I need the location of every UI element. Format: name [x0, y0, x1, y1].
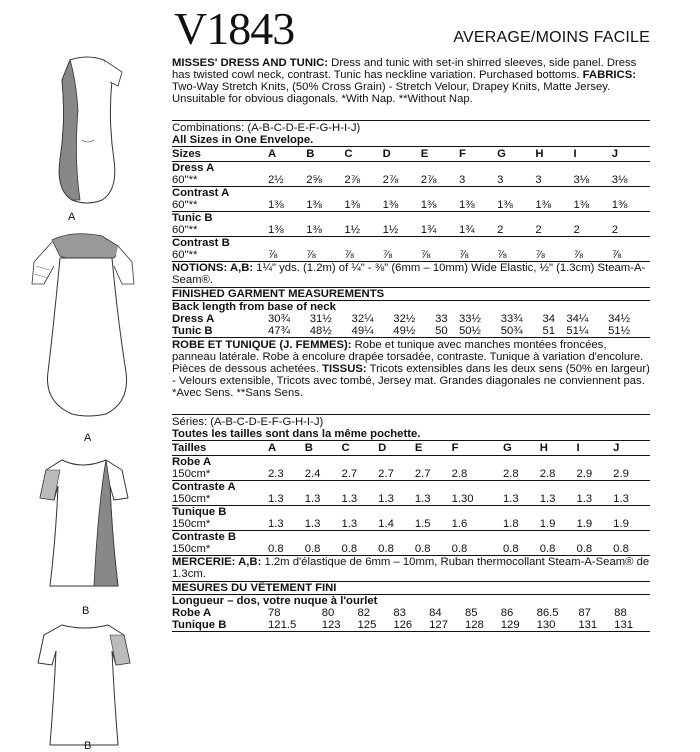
- sketch-label-1: A: [68, 211, 76, 223]
- english-yardage-group-row: [172, 237, 650, 250]
- french-yardage-value: 1.5: [415, 518, 452, 531]
- french-measurement-value: 85: [464, 607, 478, 619]
- english-yardage-value: ⅞: [612, 249, 650, 262]
- english-measurement-value: 51: [542, 325, 556, 337]
- english-yardage-header-cell: J: [612, 147, 650, 162]
- french-measurement-value: 127: [429, 619, 448, 631]
- english-yardage-group-row: [172, 162, 650, 175]
- french-yardage-group-name: Tunique B: [172, 506, 227, 518]
- french-yardage-value: 0.8: [503, 543, 540, 556]
- english-yardage-value: 3: [497, 174, 535, 187]
- french-yardage-value-row: [172, 493, 650, 506]
- english-measurement-value: 50½: [458, 325, 481, 337]
- english-yardage-value: 2: [497, 224, 535, 237]
- english-measurement-name: Dress A: [172, 313, 215, 325]
- french-fabrics-text: Tricots extensibles dans les deux sens (50% en largeur) - Velours extensible, Tricots avec tombé, Jersey mat. Grandes diagonales ne conviennent pas. *Avec Sens. **Sans Sens.: [172, 363, 650, 399]
- french-measurement-value: 88: [614, 607, 627, 619]
- difficulty-label: AVERAGE/MOINS FACILE: [453, 29, 650, 46]
- english-notions-text: 1¼" yds. (1.2m) of ¼" - ⅜" (6mm – 10mm) Wide Elastic, ½" (1.3cm) Steam-A-Seam®.: [172, 262, 646, 286]
- french-yardage-value: 0.8: [540, 543, 577, 556]
- french-yardage-header-cell: D: [378, 441, 415, 456]
- english-yardage-value: 2⅞: [383, 174, 421, 187]
- french-back-length: Longueur – dos, votre nuque à l'ourlet: [172, 595, 378, 607]
- english-yardage-value: ⅞: [306, 249, 344, 262]
- english-notions-label: NOTIONS: A,B:: [172, 262, 254, 274]
- english-yardage-value: 1⅜: [574, 199, 612, 212]
- english-yardage-group-name: Dress A: [172, 162, 215, 174]
- english-yardage-value: 1⅜: [535, 199, 573, 212]
- english-yardage-value: 1½: [344, 224, 382, 237]
- french-yardage-value: 2.7: [378, 468, 415, 481]
- french-yardage-value: 1.3: [503, 493, 540, 506]
- english-yardage-header-cell: F: [459, 147, 497, 162]
- english-yardage-value: ⅞: [421, 249, 459, 262]
- english-yardage-value: 1¾: [421, 224, 459, 237]
- english-measurement-value: 49¼: [351, 325, 374, 337]
- english-measurement-value: 32½: [393, 313, 416, 325]
- english-measurement-value: 33½: [458, 313, 481, 325]
- french-yardage-width: 150cm*: [172, 468, 268, 481]
- english-yardage-value: 2½: [268, 174, 306, 187]
- english-yardage-value: ⅞: [497, 249, 535, 262]
- english-yardage-header-row: [172, 147, 650, 162]
- english-measurement-value: 51¼: [566, 325, 589, 337]
- french-yardage-value: 0.8: [415, 543, 452, 556]
- english-yardage-value: ⅞: [459, 249, 497, 262]
- english-yardage-value: ⅞: [268, 249, 306, 262]
- french-yardage-width: 150cm*: [172, 493, 268, 506]
- french-measurement-row: [172, 619, 650, 632]
- french-yardage-value: 2.4: [305, 468, 342, 481]
- english-finished-title: FINISHED GARMENT MEASUREMENTS: [172, 288, 385, 300]
- english-yardage-width: 60"**: [172, 249, 268, 262]
- english-yardage-header-cell: Sizes: [172, 147, 268, 162]
- french-finished-title: MESURES DU VÊTEMENT FINI: [172, 582, 337, 594]
- english-yardage-header-cell: H: [535, 147, 573, 162]
- english-yardage-width: 60"**: [172, 174, 268, 187]
- english-yardage-value: 1⅜: [497, 199, 535, 212]
- french-yardage-value-row: [172, 468, 650, 481]
- french-measurement-value: 83: [393, 607, 406, 619]
- french-notions: [172, 556, 650, 580]
- english-yardage-value: 2: [574, 224, 612, 237]
- french-yardage-value-row: [172, 543, 650, 556]
- french-yardage-value: 2.7: [341, 468, 378, 481]
- french-measurement-value: 130: [536, 619, 556, 631]
- english-yardage-value-row: [172, 199, 650, 212]
- french-yardage-value: 2.9: [576, 468, 613, 481]
- english-yardage-header-cell: G: [497, 147, 535, 162]
- dress-a-back-sketch: [22, 222, 152, 432]
- french-yardage-header-cell: F: [452, 441, 503, 456]
- english-all-sizes: All Sizes in One Envelope.: [172, 134, 314, 146]
- french-yardage-value: 1.3: [540, 493, 577, 506]
- english-yardage-value: 2⅝: [306, 174, 344, 187]
- sketch-label-4: B: [84, 740, 92, 752]
- french-yardage-value: 1.3: [268, 493, 305, 506]
- english-yardage-header-cell: B: [306, 147, 344, 162]
- english-yardage-value: ⅞: [383, 249, 421, 262]
- english-yardage-header-cell: D: [383, 147, 421, 162]
- french-yardage-group-name: Contraste B: [172, 531, 237, 543]
- english-yardage-group-name: Tunic B: [172, 212, 213, 224]
- english-yardage-value: 1⅜: [344, 199, 382, 212]
- english-yardage-value: 1⅜: [268, 224, 306, 237]
- pattern-info: [172, 57, 650, 632]
- english-measurement-value: 50¾: [500, 325, 523, 337]
- french-yardage-group-row: [172, 506, 650, 519]
- french-measurements-table: [172, 607, 650, 632]
- french-yardage-value: 0.8: [341, 543, 378, 556]
- french-measurement-value: 86: [500, 607, 514, 619]
- french-yardage-value: 1.9: [576, 518, 613, 531]
- french-notions-text: 1.2m d'élastique de 6mm – 10mm, Ruban thermocollant Steam-A-Seam® de 1.3cm.: [172, 556, 650, 580]
- french-yardage-value: 2.8: [452, 468, 503, 481]
- english-yardage-value: 3: [535, 174, 573, 187]
- french-yardage-header-cell: A: [268, 441, 305, 456]
- pattern-number: V1843: [174, 3, 295, 54]
- english-yardage-value: 3: [459, 174, 497, 187]
- french-yardage-value: 0.8: [452, 543, 503, 556]
- french-measurement-value: 78: [268, 607, 281, 619]
- english-yardage-value: 1¾: [459, 224, 497, 237]
- french-yardage-value: 1.3: [415, 493, 452, 506]
- french-yardage-value: 0.8: [576, 543, 613, 556]
- english-measurement-value: 51½: [608, 325, 631, 337]
- french-yardage-value-row: [172, 518, 650, 531]
- french-measurement-value: 126: [393, 619, 413, 631]
- english-yardage-group-name: Contrast A: [172, 187, 230, 199]
- french-yardage-width: 150cm*: [172, 543, 268, 556]
- french-yardage-value: 1.3: [613, 493, 650, 506]
- french-yardage-header-cell: Tailles: [172, 441, 268, 456]
- french-measurement-value: 128: [464, 619, 484, 631]
- english-measurement-value: 33¾: [500, 313, 523, 325]
- french-yardage-value: 2.9: [613, 468, 650, 481]
- french-measurement-value: 82: [357, 607, 371, 619]
- french-yardage-table: [172, 440, 650, 556]
- english-desc-title: MISSES' DRESS AND TUNIC:: [172, 57, 329, 69]
- tunic-b-front-sketch: [22, 446, 152, 606]
- french-yardage-header-cell: G: [503, 441, 540, 456]
- french-yardage-value: 1.9: [613, 518, 650, 531]
- english-description: [172, 57, 650, 105]
- french-yardage-value: 1.3: [268, 518, 305, 531]
- english-measurement-value: 34½: [608, 313, 631, 325]
- french-yardage-header-row: [172, 441, 650, 456]
- english-yardage-width: 60"**: [172, 224, 268, 237]
- english-back-length: Back length from base of neck: [172, 301, 336, 313]
- french-measurement-value: 129: [500, 619, 520, 631]
- english-measurement-name: Tunic B: [172, 325, 213, 337]
- english-yardage-width: 60"**: [172, 199, 268, 212]
- english-measurement-value: 33: [435, 313, 448, 325]
- english-measurement-value: 31½: [309, 313, 332, 325]
- french-measurement-row: [172, 607, 650, 619]
- english-yardage-value: 2⅞: [421, 174, 459, 187]
- english-yardage-value: 1⅜: [306, 224, 344, 237]
- french-yardage-header-cell: I: [576, 441, 613, 456]
- french-yardage-value: 2.7: [415, 468, 452, 481]
- english-yardage-value: 1½: [383, 224, 421, 237]
- french-measurement-value: 131: [614, 619, 634, 631]
- english-yardage-value: 3⅛: [574, 174, 612, 187]
- french-yardage-value: 1.3: [341, 493, 378, 506]
- french-yardage-header-cell: E: [415, 441, 452, 456]
- french-yardage-value: 1.30: [452, 493, 503, 506]
- english-yardage-value: ⅞: [344, 249, 382, 262]
- french-description: [172, 339, 650, 399]
- french-measurement-value: 121.5: [268, 619, 297, 631]
- english-yardage-header-cell: A: [268, 147, 306, 162]
- english-yardage-group-name: Contrast B: [172, 237, 230, 249]
- french-combinations: Séries: (A-B-C-D-E-F-G-H-I-J): [172, 416, 324, 428]
- english-yardage-value-row: [172, 249, 650, 262]
- english-measurement-row: [172, 313, 650, 325]
- english-measurement-value: 32¼: [351, 313, 374, 325]
- french-measurement-name: Robe A: [172, 607, 212, 619]
- french-yardage-group-row: [172, 481, 650, 494]
- english-yardage-value: 1⅜: [306, 199, 344, 212]
- french-yardage-value: 0.8: [378, 543, 415, 556]
- english-yardage-value: 1⅜: [459, 199, 497, 212]
- english-desc-text: Dress and tunic with set-in shirred sleeves, side panel. Dress has twisted cowl neck, contrast. Tunic has neckline variation. Purchased bottoms.: [172, 57, 637, 81]
- english-measurement-value: 50: [435, 325, 448, 337]
- french-measurement-value: 80: [321, 607, 335, 619]
- english-fabrics-label: FABRICS:: [582, 69, 637, 81]
- english-measurement-value: 49½: [393, 325, 416, 337]
- french-yardage-value: 0.8: [613, 543, 650, 556]
- english-yardage-value: ⅞: [535, 249, 573, 262]
- english-yardage-value: 3⅛: [612, 174, 650, 187]
- english-measurement-value: 34¼: [566, 313, 589, 325]
- french-yardage-value: 1.3: [305, 493, 342, 506]
- french-all-sizes: Toutes les tailles sont dans la même pochette.: [172, 428, 421, 440]
- french-yardage-value: 1.3: [305, 518, 342, 531]
- french-yardage-header-cell: B: [305, 441, 342, 456]
- french-yardage-value: 1.4: [378, 518, 415, 531]
- tunic-b-back-sketch: [22, 615, 152, 750]
- french-yardage-value: 2.3: [268, 468, 305, 481]
- french-yardage-value: 1.6: [452, 518, 503, 531]
- french-yardage-value: 2.8: [503, 468, 540, 481]
- french-yardage-value: 1.9: [540, 518, 577, 531]
- sketch-label-3: B: [82, 605, 90, 617]
- english-fabrics-text: Two-Way Stretch Knits, (50% Cross Grain) - Stretch Velour, Drapey Knits, Matte Jersey. Unsuitable for obvious diagonals. *With Nap. **Without Nap.: [172, 81, 611, 105]
- french-yardage-value: 1.8: [503, 518, 540, 531]
- english-yardage-value: 2: [612, 224, 650, 237]
- french-yardage-value: 2.8: [540, 468, 577, 481]
- english-yardage-value: 2⅞: [344, 174, 382, 187]
- french-measurement-value: 86.5: [536, 607, 559, 619]
- french-yardage-group-row: [172, 456, 650, 469]
- dress-a-front-sketch: [22, 50, 152, 210]
- french-measurement-value: 84: [429, 607, 442, 619]
- sketch-label-2: A: [84, 432, 92, 444]
- english-yardage-value-row: [172, 174, 650, 187]
- english-measurements-table: [172, 313, 650, 338]
- english-yardage-value: 1⅜: [268, 199, 306, 212]
- french-yardage-width: 150cm*: [172, 518, 268, 531]
- english-yardage-group-row: [172, 187, 650, 200]
- english-yardage-header-cell: C: [344, 147, 382, 162]
- english-yardage-group-row: [172, 212, 650, 225]
- english-yardage-header-cell: I: [574, 147, 612, 162]
- english-measurement-value: 30¾: [268, 313, 290, 325]
- french-measurement-name: Tunique B: [172, 619, 227, 631]
- english-yardage-value: 2: [535, 224, 573, 237]
- english-yardage-header-cell: E: [421, 147, 459, 162]
- english-yardage-value: 1⅜: [421, 199, 459, 212]
- french-yardage-value: 0.8: [305, 543, 342, 556]
- english-yardage-value: 1⅜: [383, 199, 421, 212]
- french-measurement-value: 131: [578, 619, 598, 631]
- english-measurement-value: 48½: [309, 325, 332, 337]
- english-notions: [172, 262, 650, 286]
- french-yardage-value: 1.3: [576, 493, 613, 506]
- english-measurement-value: 34: [542, 313, 556, 325]
- french-yardage-group-name: Contraste A: [172, 481, 236, 493]
- french-fabrics-label: TISSUS:: [322, 363, 367, 375]
- english-measurement-value: 47¾: [268, 325, 290, 337]
- french-yardage-value: 0.8: [268, 543, 305, 556]
- english-yardage-table: [172, 146, 650, 262]
- french-desc-text: Robe et tunique avec manches montées froncées, panneau latérale. Robe à encolure drapée torsadée, contraste. Tunique à variation d'encolure. Pièces de dessous achetées.: [172, 339, 644, 375]
- french-measurement-value: 125: [357, 619, 377, 631]
- french-notions-label: MERCERIE: A,B:: [172, 556, 262, 568]
- english-yardage-value: ⅞: [574, 249, 612, 262]
- french-yardage-value: 1.3: [341, 518, 378, 531]
- french-measurement-value: 87: [578, 607, 591, 619]
- french-yardage-value: 1.3: [378, 493, 415, 506]
- french-measurement-value: 123: [321, 619, 341, 631]
- english-yardage-value: 1⅜: [612, 199, 650, 212]
- french-yardage-header-cell: C: [341, 441, 378, 456]
- french-yardage-group-name: Robe A: [172, 456, 212, 468]
- french-yardage-group-row: [172, 531, 650, 544]
- english-yardage-value-row: [172, 224, 650, 237]
- french-yardage-header-cell: J: [613, 441, 650, 456]
- english-combinations: Combinations: (A-B-C-D-E-F-G-H-I-J): [172, 122, 361, 134]
- french-yardage-header-cell: H: [540, 441, 577, 456]
- english-measurement-row: [172, 325, 650, 338]
- french-desc-title: ROBE ET TUNIQUE (J. FEMMES):: [172, 339, 352, 351]
